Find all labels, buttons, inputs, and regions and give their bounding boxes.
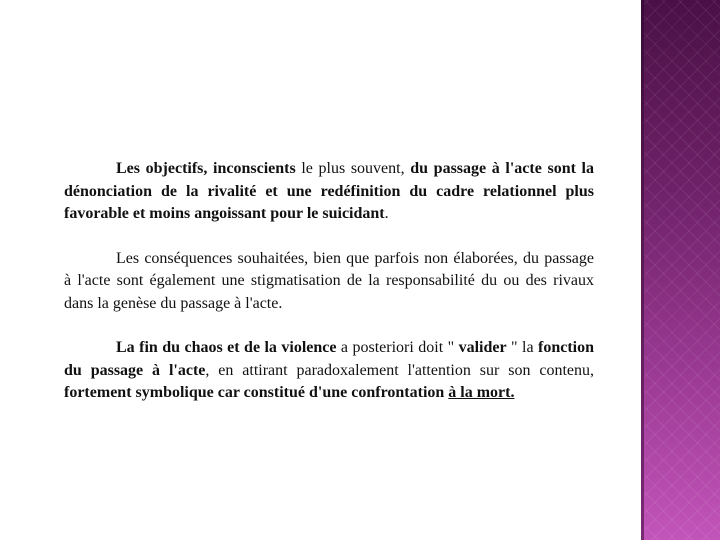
paragraph-consequences [64,248,594,316]
body-text [64,158,594,405]
text-run: a posteriori doit " [336,339,459,356]
side-panel-edge [641,0,644,540]
text-run: fonction du passage à l'acte [64,339,595,379]
text-run: La fin du chaos et de la violence [116,339,337,356]
text-run: " la [506,339,539,356]
paragraph-objectives [64,158,594,226]
text-run: fortement symbolique car constitué d'une confrontation [64,384,449,401]
text-run: . [384,205,389,222]
text-run-underlined: à la mort. [448,384,515,401]
text-run: Les conséquences souhaitées, bien que parfois non élaborées, du passage à l'acte sont également une stigmatisation de la responsabilité du ou des rivaux dans la genèse du passage à l'acte. [64,249,594,312]
text-run: du passage à l'acte sont la dénonciation de la rivalité et une redéfinition du cadre relationnel plus favorable et moins angoissant pour le suicidant [64,160,594,222]
decorative-side-panel [641,0,720,540]
paragraph-end-of-chaos [64,337,594,405]
text-run: valider [458,339,507,356]
text-run: le plus souvent, [295,160,411,177]
text-run: Les objectifs, inconscients [116,160,296,177]
text-run: , en attirant paradoxalement l'attention sur son contenu, [205,361,595,379]
